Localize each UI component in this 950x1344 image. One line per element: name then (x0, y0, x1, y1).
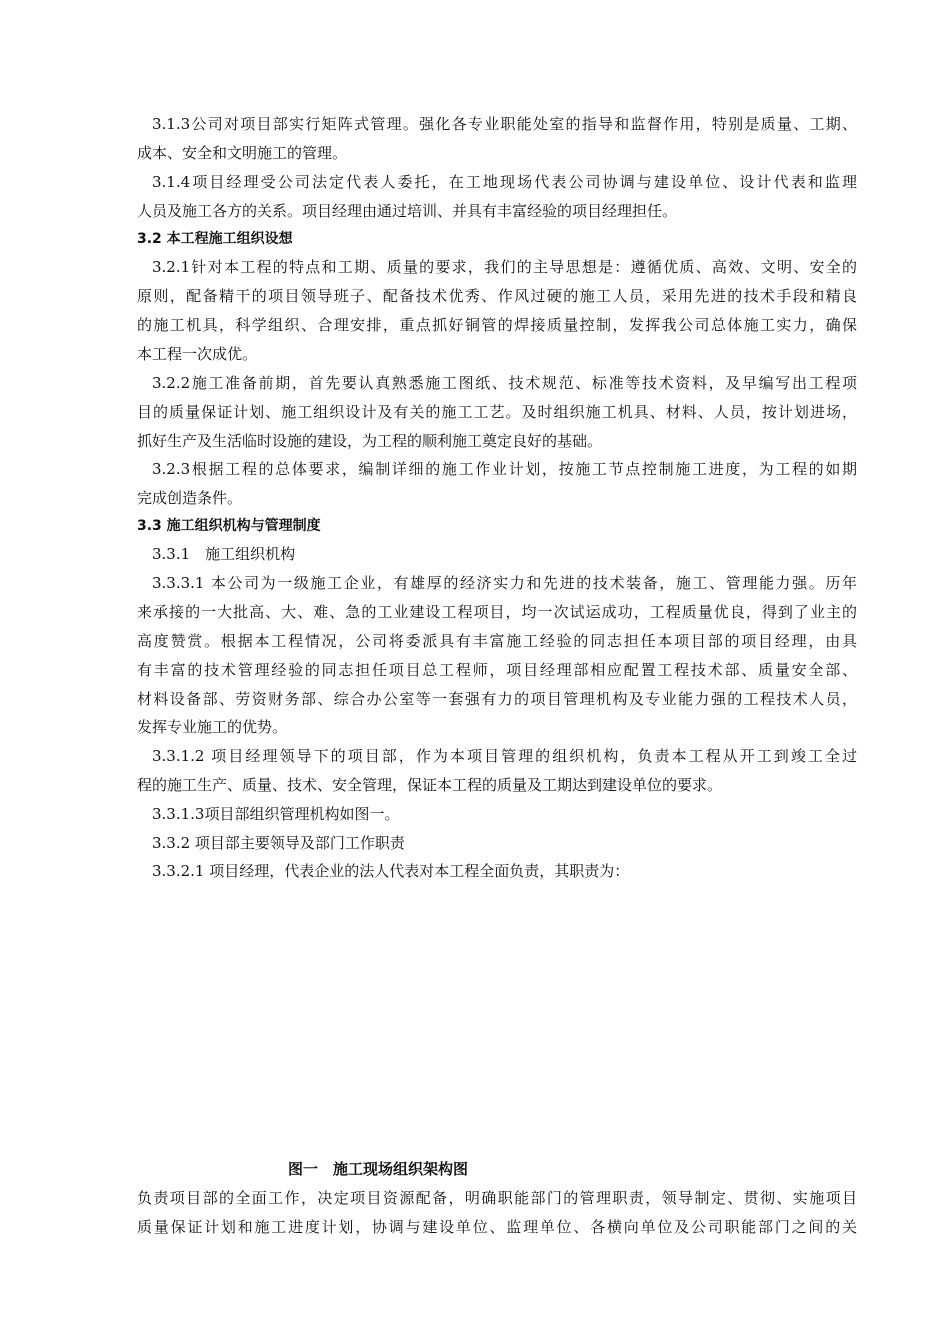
paragraph-after-figure-line-2: 质量保证计划和施工进度计划，协调与建设单位、监理单位、各横向单位及公司职能部门之间的关 (137, 1218, 857, 1236)
paragraph-3-1-4-line-2: 人员及施工各方的关系。项目经理由通过培训、并具有丰富经验的项目经理担任。 (137, 202, 678, 220)
paragraph-3-3-3-1-line-5: 材料设备部、劳资财务部、综合办公室等一套强有力的项目管理机构及专业能力强的工程技术人员， (137, 690, 857, 708)
paragraph-3-2-1-line-3: 的施工机具，科学组织、合理安排，重点抓好铜管的焊接质量控制，发挥我公司总体施工实力，确保 (137, 316, 857, 334)
section-heading-3-2: 3.2 本工程施工组织设想 (137, 231, 293, 247)
paragraph-3-3-3-1-line-3: 高度赞赏。根据本工程情况，公司将委派具有丰富施工经验的同志担任本项目部的项目经理，由具 (137, 632, 857, 650)
figure-caption: 图一 施工现场组织架构图 (288, 1160, 469, 1178)
paragraph-3-2-1-line-4: 本工程一次成优。 (137, 345, 258, 363)
paragraph-3-2-1-line-1: 3.2.1针对本工程的特点和工期、质量的要求，我们的主导思想是：遵循优质、高效、文明、安全的 (152, 258, 857, 276)
paragraph-3-2-2-line-2: 目的质量保证计划、施工组织设计及有关的施工工艺。及时组织施工机具、材料、人员，按计划进场， (137, 403, 857, 421)
paragraph-3-1-4-line-1: 3.1.4项目经理受公司法定代表人委托，在工地现场代表公司协调与建设单位、设计代表和监理 (152, 173, 857, 191)
paragraph-3-1-3-line-2: 成本、安全和文明施工的管理。 (137, 144, 348, 162)
paragraph-3-2-2-line-1: 3.2.2施工准备前期，首先要认真熟悉施工图纸、技术规范、标准等技术资料，及早编写出工程项 (152, 374, 857, 392)
paragraph-3-3-1-2-line-1: 3.3.1.2 项目经理领导下的项目部，作为本项目管理的组织机构，负责本工程从开工到竣工全过 (152, 747, 857, 765)
paragraph-3-1-3-line-1: 3.1.3公司对项目部实行矩阵式管理。强化各专业职能处室的指导和监督作用，特别是质量、工期、 (152, 115, 857, 133)
figure-placeholder (137, 885, 857, 1150)
paragraph-3-3-3-1-line-4: 有丰富的技术管理经验的同志担任项目总工程师，项目经理部相应配置工程技术部、质量安全部、 (137, 661, 857, 679)
paragraph-3-2-3-line-1: 3.2.3根据工程的总体要求，编制详细的施工作业计划，按施工节点控制施工进度，为工程的如期 (152, 460, 857, 478)
subsection-3-3-2: 3.3.2 项目部主要领导及部门工作职责 (152, 834, 405, 852)
paragraph-3-2-2-line-3: 抓好生产及生活临时设施的建设，为工程的顺利施工奠定良好的基础。 (137, 432, 603, 450)
paragraph-3-2-1-line-2: 原则，配备精干的项目领导班子、配备技术优秀、作风过硬的施工人员，采用先进的技术手段和精良 (137, 287, 857, 305)
subsection-3-3-1: 3.3.1 施工组织机构 (152, 545, 296, 563)
paragraph-3-2-3-line-2: 完成创造条件。 (137, 489, 243, 507)
paragraph-3-3-1-2-line-2: 程的施工生产、质量、技术、安全管理，保证本工程的质量及工期达到建设单位的要求。 (137, 776, 723, 794)
paragraph-3-3-3-1-line-6: 发挥专业施工的优势。 (137, 718, 288, 736)
paragraph-3-3-2-1: 3.3.2.1 项目经理，代表企业的法人代表对本工程全面负责，其职责为： (152, 862, 630, 880)
paragraph-after-figure-line-1: 负责项目部的全面工作，决定项目资源配备，明确职能部门的管理职责，领导制定、贯彻、实施项目 (137, 1189, 857, 1207)
paragraph-3-3-1-3: 3.3.1.3项目部组织管理机构如图一。 (152, 805, 400, 823)
paragraph-3-3-3-1-line-1: 3.3.3.1 本公司为一级施工企业，有雄厚的经济实力和先进的技术装备，施工、管理能力强。历年 (152, 574, 857, 592)
section-heading-3-3: 3.3 施工组织机构与管理制度 (137, 518, 321, 534)
paragraph-3-3-3-1-line-2: 来承接的一大批高、大、难、急的工业建设工程项目，均一次试运成功，工程质量优良，得到了业主的 (137, 603, 857, 621)
